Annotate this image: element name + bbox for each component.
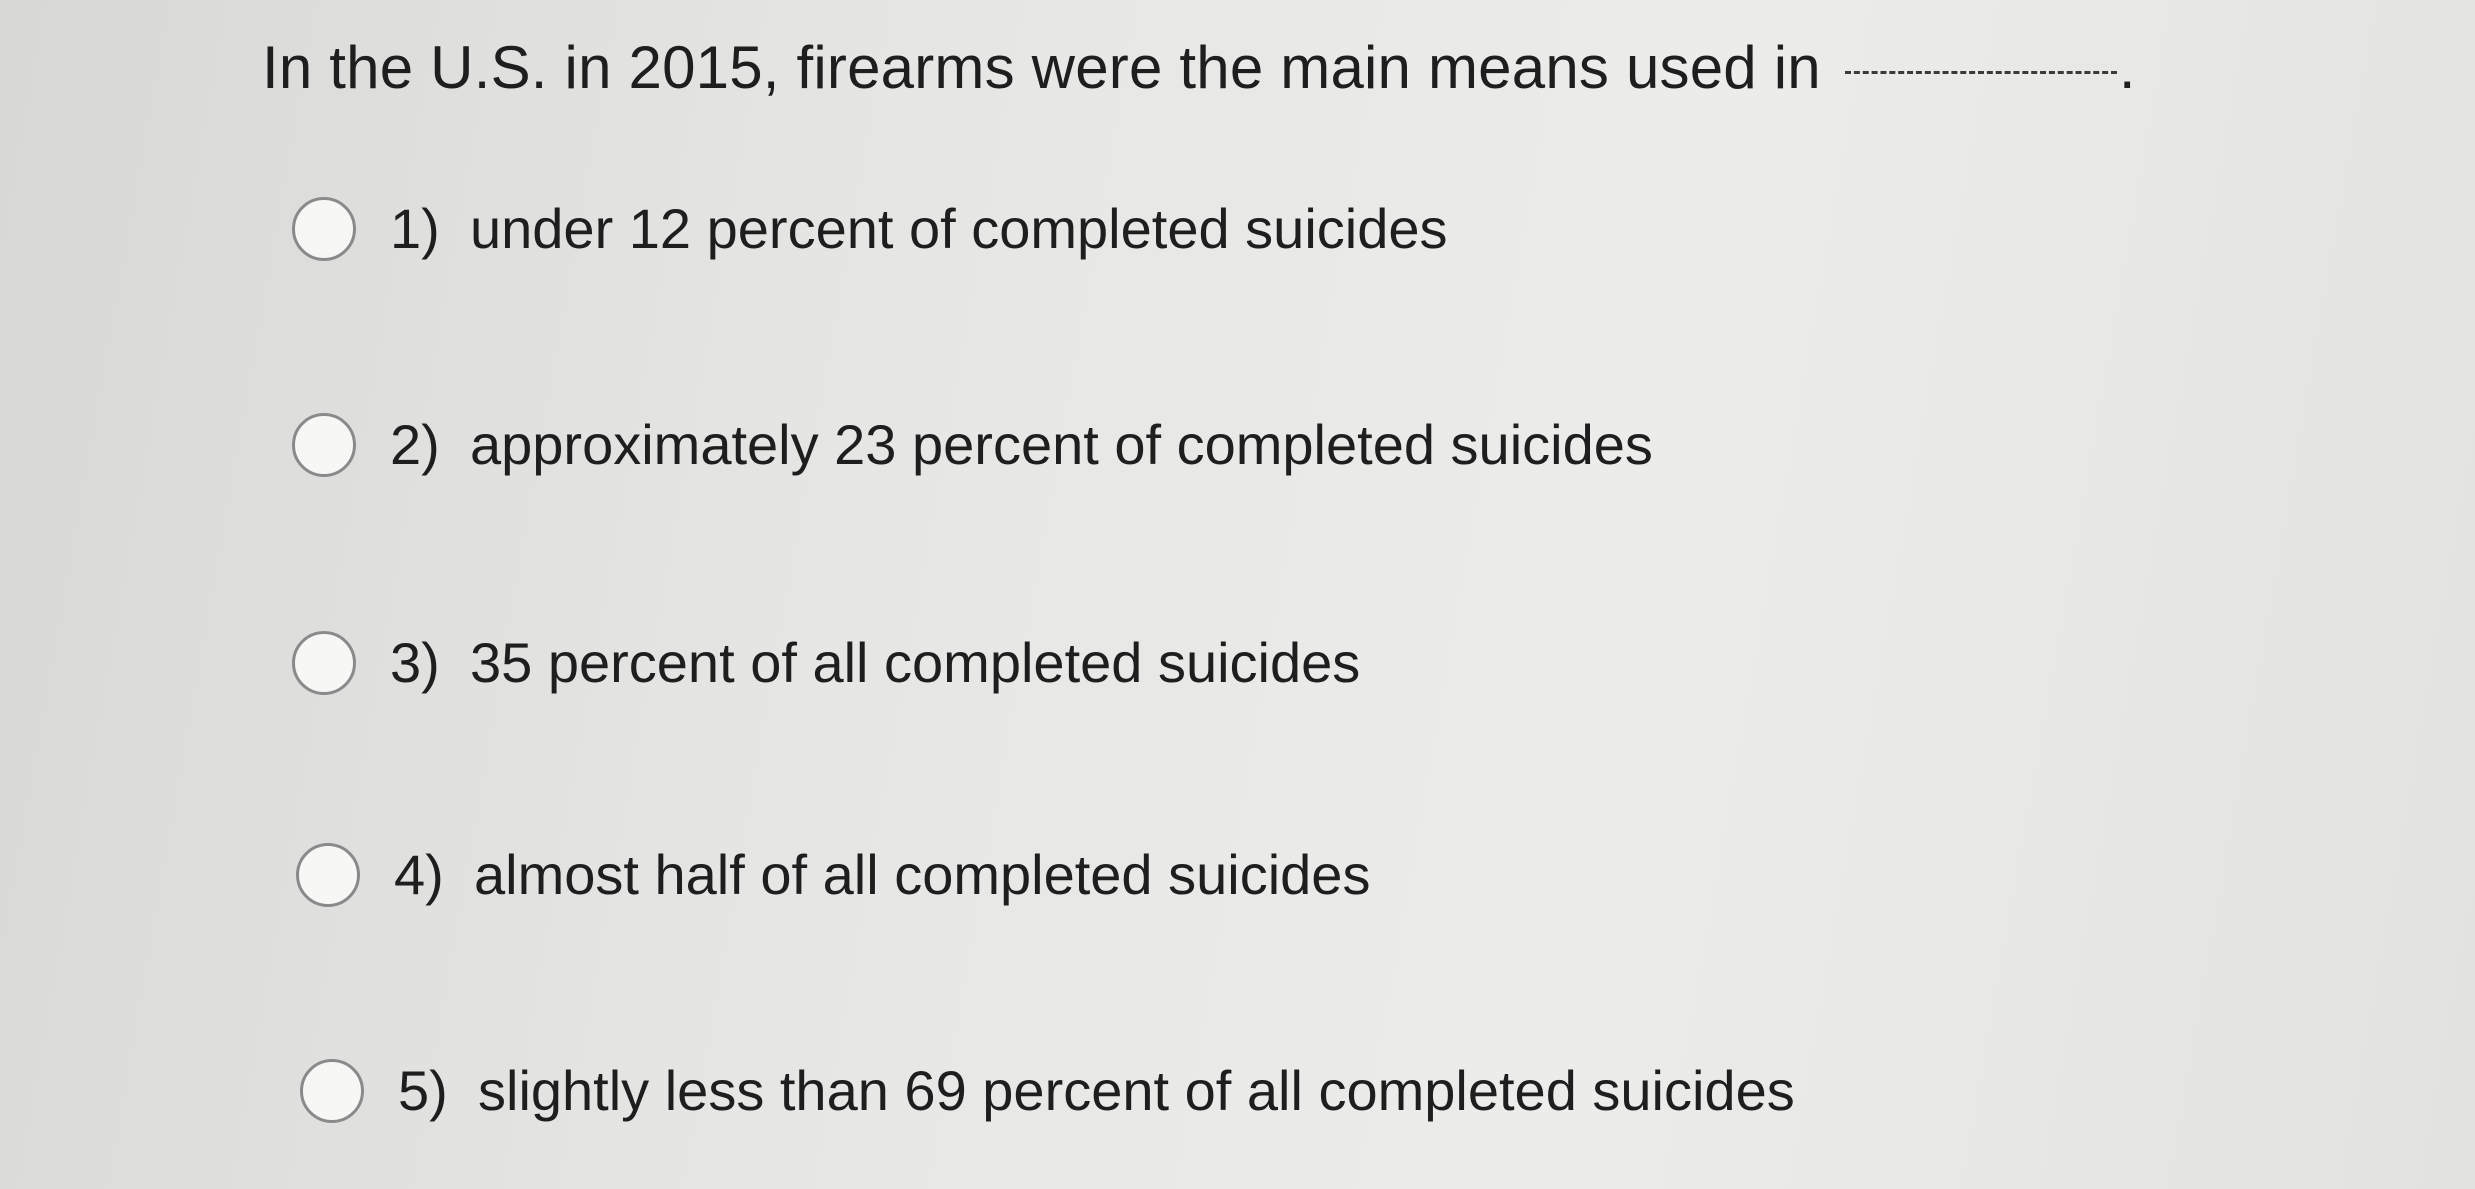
choice-label-1: under 12 percent of completed suicides [470,197,1448,260]
choice-2[interactable] [292,412,1653,477]
choice-label-5: slightly less than 69 percent of all completed suicides [478,1059,1795,1122]
choice-4[interactable] [296,842,1370,907]
radio-button-3[interactable] [292,631,356,695]
choice-5[interactable] [300,1058,1795,1123]
radio-button-5[interactable] [300,1059,364,1123]
question-period: . [2118,34,2136,101]
choice-number-3: 3) [390,631,440,694]
choice-label-4: almost half of all completed suicides [474,843,1371,906]
choice-label-2: approximately 23 percent of completed suicides [470,413,1653,476]
radio-button-2[interactable] [292,413,356,477]
choice-3[interactable] [292,630,1360,695]
choice-1[interactable] [292,196,1447,261]
question-text: In the U.S. in 2015, firearms were the main means used in [262,34,1821,101]
choice-number-4: 4) [394,843,444,906]
choice-label-3: 35 percent of all completed suicides [470,631,1361,694]
choice-number-1: 1) [390,197,440,260]
choice-number-2: 2) [390,413,440,476]
radio-button-1[interactable] [292,197,356,261]
choice-number-5: 5) [398,1059,448,1122]
radio-button-4[interactable] [296,843,360,907]
